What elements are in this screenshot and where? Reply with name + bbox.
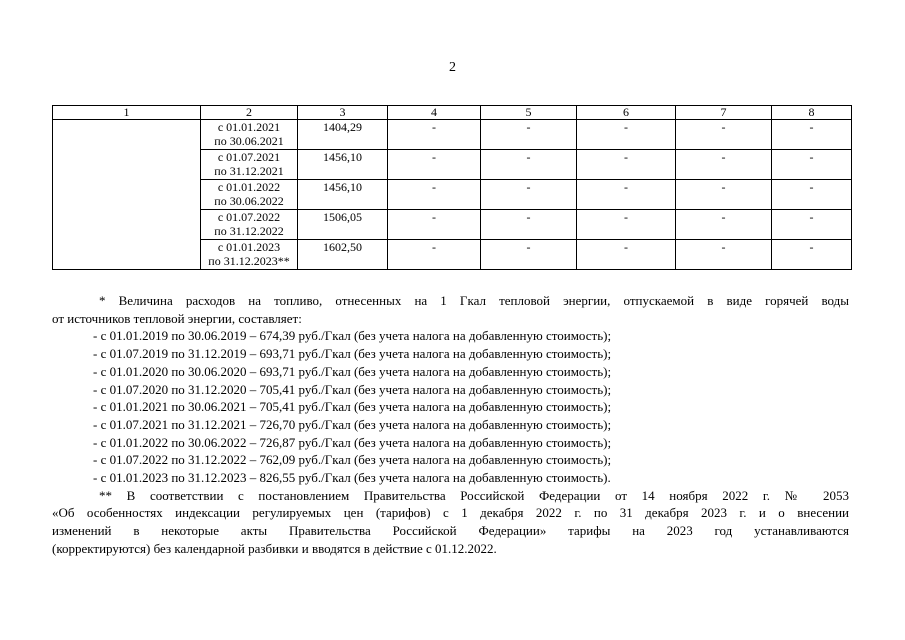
period-from: с 01.07.2021 xyxy=(217,150,281,164)
dash-cell: - xyxy=(577,240,676,270)
footnote-regulation-line: (корректируются) без календарной разбивки и вводятся в действие с 01.12.2022. xyxy=(52,540,497,556)
dash-cell: - xyxy=(388,180,481,210)
period-cell xyxy=(201,180,298,210)
period-cell xyxy=(201,120,298,150)
footnotes xyxy=(52,292,849,558)
fuel-cost-list-item: - с 01.01.2019 по 30.06.2019 – 674,39 руб./Гкал (без учета налога на добавленную стоимость); xyxy=(93,328,612,344)
footnote-regulation-line: ** В соответствии с постановлением Правительства Российской Федерации от 14 ноября 2022 г. № 2053 xyxy=(99,487,849,503)
dash-cell: - xyxy=(388,240,481,270)
column-number: 2 xyxy=(201,106,298,120)
dash-cell: - xyxy=(676,120,772,150)
dash-cell: - xyxy=(676,240,772,270)
fuel-cost-list-item: - с 01.07.2020 по 31.12.2020 – 705,41 руб./Гкал (без учета налога на добавленную стоимость); xyxy=(93,381,612,397)
fuel-cost-list-item: - с 01.07.2019 по 31.12.2019 – 693,71 руб./Гкал (без учета налога на добавленную стоимость); xyxy=(93,346,612,362)
footnote-fuel-cost-intro: * Величина расходов на топливо, отнесенных на 1 Гкал тепловой энергии, отпускаемой в виде горячей воды xyxy=(99,293,849,308)
tariff-value: 1506,05 xyxy=(298,210,388,240)
tariff-value: 1602,50 xyxy=(298,240,388,270)
dash-cell: - xyxy=(676,150,772,180)
dash-cell: - xyxy=(481,150,577,180)
column-number-row xyxy=(53,106,852,120)
dash-cell: - xyxy=(772,120,852,150)
period-from: с 01.07.2022 xyxy=(217,210,281,224)
dash-cell: - xyxy=(481,210,577,240)
dash-cell: - xyxy=(388,120,481,150)
footnote-fuel-cost-intro-continued: от источников тепловой энергии, составляет: xyxy=(52,310,302,326)
column-number: 8 xyxy=(772,106,852,120)
period-to: по 30.06.2021 xyxy=(214,134,284,148)
dash-cell: - xyxy=(577,210,676,240)
page-number: 2 xyxy=(449,60,456,75)
dash-cell: - xyxy=(388,150,481,180)
period-from: с 01.01.2021 xyxy=(217,120,281,134)
dash-cell: - xyxy=(772,180,852,210)
period-from: с 01.01.2022 xyxy=(217,180,281,194)
column-number: 7 xyxy=(676,106,772,120)
dash-cell: - xyxy=(772,240,852,270)
tariff-value: 1456,10 xyxy=(298,180,388,210)
period-to: по 31.12.2023** xyxy=(208,254,290,268)
dash-cell: - xyxy=(388,210,481,240)
dash-cell: - xyxy=(577,150,676,180)
dash-cell: - xyxy=(481,120,577,150)
period-to: по 31.12.2021 xyxy=(214,164,284,178)
table-row xyxy=(53,120,852,150)
empty-first-column-cell xyxy=(53,120,201,270)
column-number: 3 xyxy=(298,106,388,120)
column-number: 1 xyxy=(53,106,201,120)
dash-cell: - xyxy=(577,120,676,150)
column-number: 4 xyxy=(388,106,481,120)
fuel-cost-list-item: - с 01.01.2023 по 31.12.2023 – 826,55 руб./Гкал (без учета налога на добавленную стоимость). xyxy=(93,470,611,486)
dash-cell: - xyxy=(772,150,852,180)
period-to: по 30.06.2022 xyxy=(214,194,284,208)
fuel-cost-list-item: - с 01.01.2022 по 30.06.2022 – 726,87 руб./Гкал (без учета налога на добавленную стоимость); xyxy=(93,434,612,450)
period-cell xyxy=(201,150,298,180)
dash-cell: - xyxy=(772,210,852,240)
dash-cell: - xyxy=(481,180,577,210)
column-number: 6 xyxy=(577,106,676,120)
period-cell xyxy=(201,210,298,240)
dash-cell: - xyxy=(676,180,772,210)
period-from: с 01.01.2023 xyxy=(217,240,281,254)
column-number: 5 xyxy=(481,106,577,120)
fuel-cost-list-item: - с 01.07.2021 по 31.12.2021 – 726,70 руб./Гкал (без учета налога на добавленную стоимость); xyxy=(93,416,612,432)
tariff-value: 1404,29 xyxy=(298,120,388,150)
tariff-table xyxy=(52,105,852,270)
dash-cell: - xyxy=(481,240,577,270)
dash-cell: - xyxy=(577,180,676,210)
fuel-cost-list-item: - с 01.07.2022 по 31.12.2022 – 762,09 руб./Гкал (без учета налога на добавленную стоимость); xyxy=(93,452,612,468)
fuel-cost-list-item: - с 01.01.2021 по 30.06.2021 – 705,41 руб./Гкал (без учета налога на добавленную стоимость); xyxy=(93,399,612,415)
period-cell xyxy=(201,240,298,270)
tariff-value: 1456,10 xyxy=(298,150,388,180)
footnote-regulation-line: изменений в некоторые акты Правительства Российской Федерации» тарифы на 2023 год устанавливаются xyxy=(52,523,849,539)
period-to: по 31.12.2022 xyxy=(214,224,284,238)
footnote-regulation-line: «Об особенностях индексации регулируемых цен (тарифов) с 1 декабря 2022 г. по 31 декабря 2023 г. и о внесении xyxy=(52,505,849,521)
fuel-cost-list-item: - с 01.01.2020 по 30.06.2020 – 693,71 руб./Гкал (без учета налога на добавленную стоимость); xyxy=(93,363,612,379)
dash-cell: - xyxy=(676,210,772,240)
